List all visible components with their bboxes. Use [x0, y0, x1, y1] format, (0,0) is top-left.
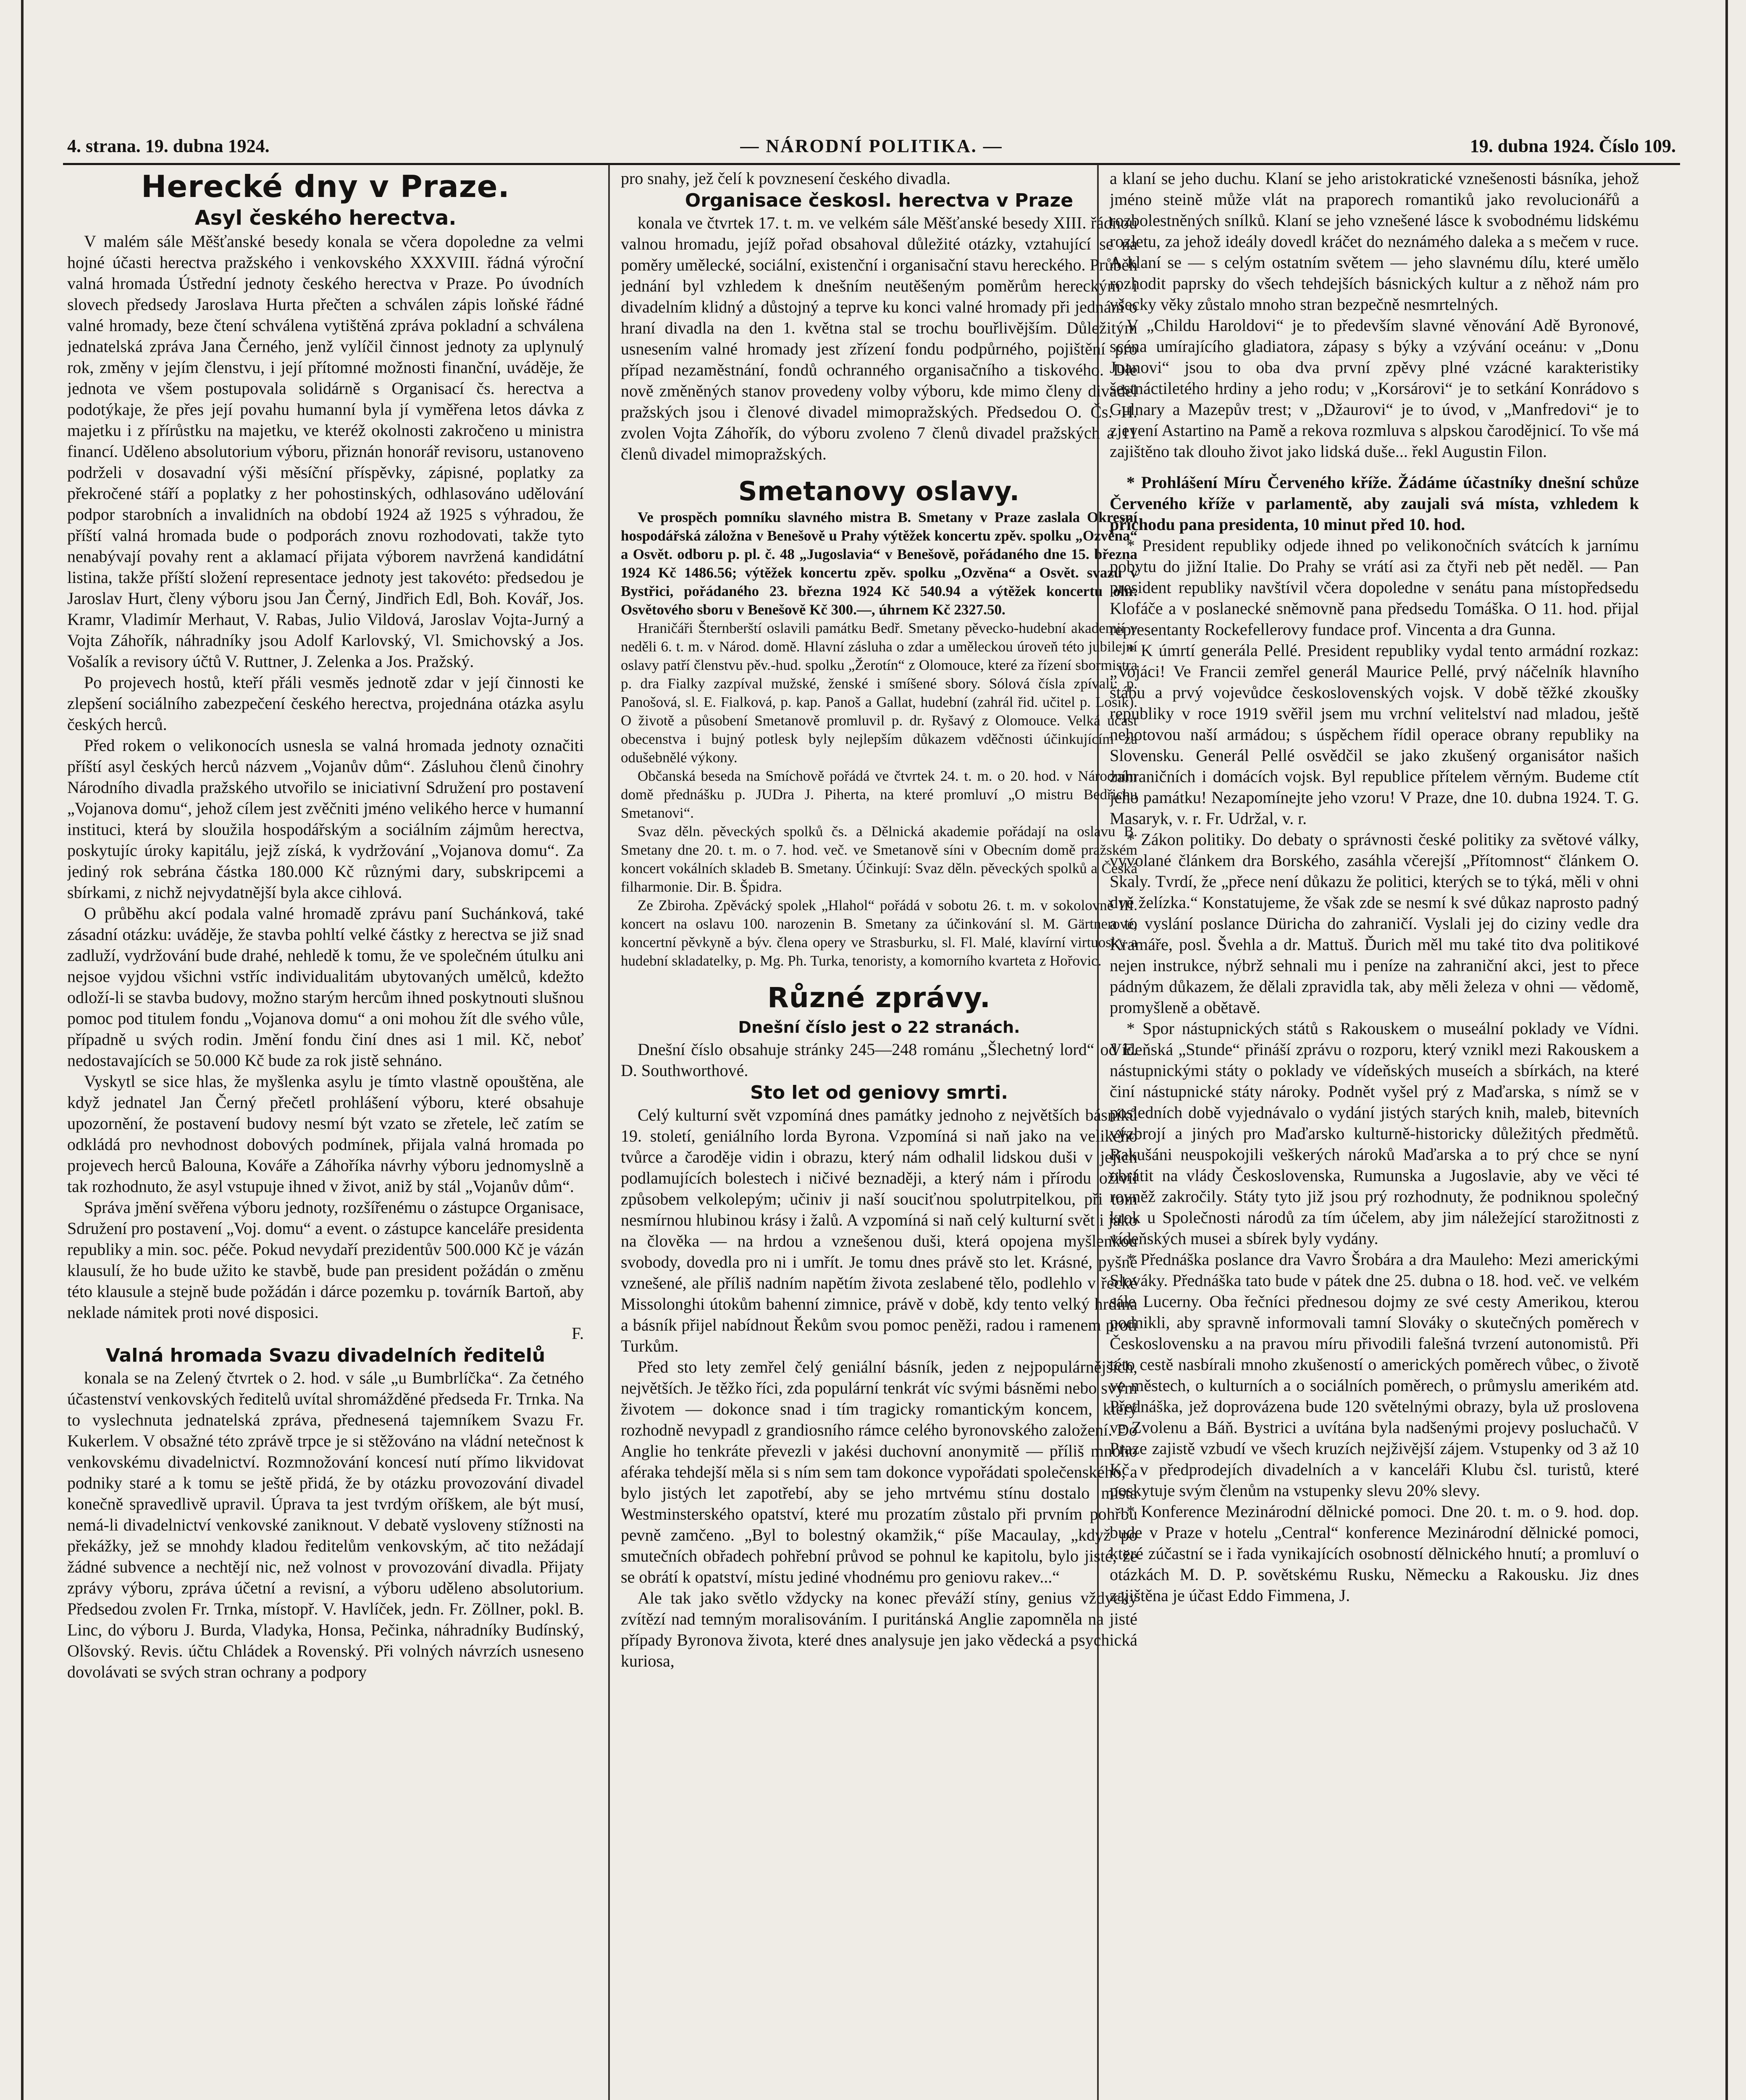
scan-border-left	[21, 0, 24, 2100]
news-item-president: * President republiky odjede ihned po velikonočních svátcích k jarnímu pobytu do jižní Italie. Do Prahy se vrátí asi za čtyři neb pět neděl. — Pan president republiky navštívil včera dopoledne v senátu pana místopředsedu Klofáče a v poslanecké sněmovně pana předsedu Tomáška. O 11. hod. přijal representanty Rockefellerovy fundace prof. Vincenta a dra Gunna.	[1110, 536, 1639, 639]
author-signature: F.	[571, 1324, 584, 1343]
section-heading-svaz-reditelu: Valná hromada Svazu divadelních ředitelů	[105, 1345, 546, 1366]
paragraph: Správa jmění svěřena výboru jednoty, rozšířenému o zástupce Organisace, Sdružení pro postavení „Voj. domu“ a event. o zástupce kanceláře presidenta republiky a min. soc. péče. Pokud nevydaří prezidentův 500.000 Kč je vázán klausulí, že ho bude užito ke stavbě, bude pan president požádán o změnu této klausule a stejně bude požádán i dárce pozemku p. továrník Bartoň, aby neklade námitek proti nové disposici.	[67, 1198, 584, 1322]
paragraph: konala ve čtvrtek 17. t. m. ve velkém sále Měšťanské besedy XIII. řádnou valnou hromadu, jejíž pořad obsahoval důležité otázky, vztahující se na poměry umělecké, sociální, existenční i organisační stavu hereckého. Průběh jednání byl vzhledem k dnešním neutěšeným poměrům hereckým i divadelním klidný a důstojný a teprve ku konci valné hromady při jednání o hraní divadla na den 1. května stal se trochu bouřlivějším. Důležitým usnesením valné hromady jest zřízení fondu podpůrného, pojištění pro případ nezaměstnání, fondů ochranného organisačního a tiskového. Dle nově změněných stanov provedeny volby výboru, kde mimo členy divadel pražských jsou i členové divadel mimopražských. Předsedou O. Čs. H. zvolen Vojta Záhořík, do výboru zvoleno 7 členů divadel pražských a 11 členů divadel mimopražských.	[621, 213, 1137, 463]
page-number-date: 4. strana. 19. dubna 1924.	[67, 136, 270, 156]
paragraph: V malém sále Měšťanské besedy konala se včera dopoledne za velmi hojné účasti herectva pražského i venkovského XXXVIII. řádná výroční valná hromada Ústřední jednoty českého herectva v Praze. Po úvodních slovech předsedy Jaroslava Hurta přečten a schválen zápis loňské řádné valné hromady, beze čtení schválena vytištěná zpráva pokladní a schválena jednatelská zpráva Jana Černého, jenž vylíčil činnost jednoty za uplynulý rok, změny v jejím členstvu, i její přítomné možnosti finanční, uváděje, že jednota ve všem postupovala solidárně s Organisací čs. herectva a podotýkaje, že přes její povahu humanní byla jí vyměřena letos dávka z majetku i z přírůstku na majetku, ve kteréž okolnosti zakročeno u ministra financí. Uděleno absolutorium výboru, přiznán honorář revisoru, ustanoveno podrželi v dosavadní výši měsíční příspěvky, zápisné, poplatky za překročené stáří a poplatky z her pohostinských, odhlasováno udělování podpor starobních a invalidních na období 1924 až 1925 s výhradou, že příští valná hromada bude o podporách znovu rozhodovati, takže tyto nenabývají povahy rent a aklamací přijata výborem navržená kandidátní listina, takže příští složení representace jednoty jest takovéto: předsedou je Jaroslav Hurt, členy výboru jsou Jan Černý, Jindřich Edl, Boh. Kovář, Jos. Kramr, Vladimír Merhaut, V. Rabas, Julio Vildová, Jaroslav Vojta-Jurný a Vojta Záhořík, náhradníky jsou Adolf Karlovský, Vl. Smichovský a Jos. Vošalík a revisory účtů V. Ruttner, J. Zelenka a Jos. Pražský.	[67, 232, 584, 671]
paragraph: konala se na Zelený čtvrtek o 2. hod. v sále „u Bumbrlíčka“. Za četného účastenství venkovských ředitelů uvítal shromážděné předseda Fr. Trnka. Na to vyslechnuta jednatelská zpráva, přednesená tajemníkem Svazu Fr. Kukerlem. V obsažné této zprávě trpce je si stěžováno na vládní netečnost k venkovskému divadelnictví. Rozmnožování koncesí nutí přímo likvidovat podniky staré a k tomu se ještě přidá, že by otázku provozování divadel konečně spravedlivě upravil. Úprava ta jest tvrdým oříškem, ale být musí, nemá-li divadelnictví venkovské zaniknout. V debatě vysloveny stížnosti na překážky, jež se mnohdy kladou ředitelům venkovským, ač tito nežádají žádné subvence a nechtějí nic, než volnost v provozování divadla. Přijaty zprávy výboru, zpráva účetní a revisní, a výboru uděleno absolutorium. Předsedou zvolen Fr. Trnka, místopř. V. Havlíček, jedn. Fr. Zöllner, pokl. B. Linc, do výboru J. Burda, Vladyka, Honsa, Pečinka, náhradníky Budínský, Olšovský. Revis. účtu Chládek a Rovenský. Při volných návrzích usneseno dovolávati se svých stran ochrany a podpory	[67, 1368, 584, 1681]
news-item: Ze Zbiroha. Zpěvácký spolek „Hlahol“ pořádá v sobotu 26. t. m. v sokolovně III. koncert na oslavu 100. narozenin B. Smetany za účinkování sl. M. Gärtnerové, koncertní pěvkyně a býv. člena opery ve Strasburku, sl. Fl. Malé, klavírní virtuosky a hudební skladatelky, p. Mg. Ph. Turka, tenoristy, a komorního kvarteta z Hořovic.	[621, 897, 1137, 969]
news-item-konference: * Konference Mezinárodní dělnické pomoci. Dne 20. t. m. o 9. hod. dop. bude v Praze v hotelu „Central“ konference Mezinárodní dělnické pomoci, které zúčastní se i řada vynikajících osobností dělnického hnutí; a promluví o otázkách M. D. P. sovětskému Rusku, Německu a Rakousku. Jiz dnes zajištěna je účast Eddo Fimmena, J.	[1110, 1502, 1639, 1605]
section-heading-smetanovy-oslavy: Smetanovy oslavy.	[738, 476, 1020, 507]
subheading-pocet-stran: Dnešní číslo jest o 22 stranách.	[738, 1018, 1020, 1037]
issue-number-date: 19. dubna 1924. Číslo 109.	[1470, 136, 1676, 156]
running-head	[67, 135, 1676, 165]
news-item: Svaz děln. pěveckých spolků čs. a Dělnická akademie pořádají na oslavu B. Smetany dne 20. t. m. o 7. hod. več. ve Smetanově síni v Obecním domě pražském koncert vokálních skladeb B. Smetany. Účinkují: Svaz děln. pěveckých spolků a Česká filharmonie. Dir. B. Špidra.	[621, 823, 1137, 895]
column-3	[1110, 168, 1639, 2100]
header-rule	[63, 163, 1680, 165]
news-item-prednaska: * Přednáška poslance dra Vavro Šrobára a dra Mauleho: Mezi americkými Slováky. Přednáška tato bude v pátek dne 25. dubna o 18. hod. več. ve velkém sále Lucerny. Oba řečníci přednesou dojmy ze své cesty Amerikou, kterou podnikli, aby spravně informovali tamní Slováky o skutečných poměrech v Československu a na pravou míru přivodili falešná tvrzení autonomistů. Při této cestě nasbírali mnoho zkušeností o amerických poměrech vůbec, o životě ve městech, o kulturních a o sociálních poměrech, o průmyslu amerikém atd. Přednáška, jež doprovázena bude 120 světelnými obrazy, byla už proslovena ve Zvolenu a Báň. Bystrici a uvítána byla nadšenými projevy posluchačů. V Praze zajistě vzbudí ve všech kruzích nejživější zájem. Vstupenky od 3 až 10 Kč v předprodejích divadelních a v kanceláři Klubu čsl. turistů, které poskytuje svým členům na vstupenky slevu 20% slevy.	[1110, 1250, 1639, 1500]
news-item: Hraničáři Šternberští oslavili památku Bedř. Smetany pěvecko-hudební akademií v neděli 6. t. m. v Národ. domě. Hlavní zásluha o zdar a uměleckou úroveň této jubilejní oslavy patří členstvu pěv.-hud. spolku „Žerotín“ z Olomouce, které za řízení sbormistra p. dra Fialky zazpíval mužské, ženské i smíšené sbory. Sólová čísla zpívali: p. Panošová, sl. E. Fialková, p. kap. Panoš a Gallat, hudební (zahrál řid. učitel p. Losík). O životě a působení Smetanově promluvil p. dr. Ryšavý z Olomouce. Velká účast obecenstva i bujný potlesk byly nejlepším důkazem vděčnosti účinkujícím za odušebnělé výkony.	[621, 620, 1137, 766]
paragraph: Ale tak jako světlo vždycky na konec převáží stíny, genius vždycky zvítězí nad temným moralisováním. I puritánská Anglie zapomněla na jisté případy Byronova života, které dnes analysuje jen jako vědecká a psychická kuriosa,	[621, 1588, 1137, 1670]
column-1	[67, 168, 584, 2100]
news-item-zakon-politiky: * Zákon politiky. Do debaty o správnosti české politiky za světové války, vyvolané článkem dra Borského, zasáhla včerejší „Přítomnost“ článkem O. Skaly. Tvrdí, že „přece není důkazu že politici, kterých se to týká, měli v ohni dvě želízka.“ Konstatujeme, že však zde se nesmí k své důkaz naprosto padný a to vyslání poslance Düricha do zahraničí. Vyslali jej do ciziny vedle dra Kramáře, posl. Švehla a dr. Mattuš. Ďurich měl mu také tito dva politikové nejen instrukce, nýbrž sehnali mu i peníze na zahraniční akci, jest to přece pádným důkazem, že dělali zpravidla tak, aby měli železa v ohni — vědomě, promyšleně a obětavě.	[1110, 830, 1639, 1017]
paragraph: Před sto lety zemřel čelý geniální básník, jeden z nejpopulárnějších, největších. Je těžko říci, zda populární tenkrát víc svými básněmi nebo svým životem — dokonce snad i tím tragicky romantickým koncem, který rozhodně nevypadl z grandiosního rámce celého byronovského založení. Do Anglie ho tenkráte převezli v jakési duchovní anonymitě — příliš mnoho aféraka tehdejší měla si s ním sem tam dokonce vypořádati společenského, a bylo jistých let zapotřebí, aby se jeho mrtvému stínu dostalo místa Westminsterského opatství, které mu prozatím zůstalo při prvním pohřbu pevně zamčeno. „Byl to bolestný okamžik,“ píše Macaulay, „když po smutečních obřadech pohřební průvod se pohnul ke kapitolu, bylo jisté, že se obrátí k opatství, místu jediné vhodnému pro geniovu rakev...“	[621, 1357, 1137, 1586]
news-item: Občanská beseda na Smíchově pořádá ve čtvrtek 24. t. m. o 20. hod. v Národním domě přednášku p. JUDra J. Piherta, na které promluví „O mistru Bedřichu Smetanovi“.	[621, 768, 1137, 821]
column-2	[621, 168, 1137, 2100]
article-title-herecke-dny: Herecké dny v Praze.	[141, 169, 510, 204]
paragraph: a klaní se jeho duchu. Klaní se jeho aristokratické vznešenosti básníka, jehož jméno steině může vlát na praporech romantiků jako revolucionářů a rozbolestněných snílků. Klaní se jeho vznešené lásce k svobodnému lidskému rozletu, za jehož ideály dovedl kráčet do neznámého daleka a s mečem v ruce. A klaní se — s celým ostatním světem — jeho slavnému dílu, které umělo rozhodit paprsky do všech tehdejších básnických kultur a z něhož nám pro všecky věky zůstalo mnoho stran bezpečně nesmrtelných.	[1110, 169, 1639, 314]
news-item-cerveny-kriz: * Prohlášení Míru Červeného kříže. Žádáme účastníky dnešní schůze Červeného kříže v parlamentě, aby zaujali svá místa, vzhledem k příchodu pana presidenta, 10 minut před 10. hod.	[1110, 473, 1639, 534]
paragraph: V „Childu Haroldovi“ je to především slavné věnování Adě Byronové, scéna umírajícího gladiatora, zápasy s býky a vzývání oceánu: v „Donu Juanovi“ jsou to oba dva první zpěvy plné vzácné karakteristiky šestnáctiletého hrdiny a jeho rodu; v „Korsárovi“ je to setkání Konrádovo s Gulnary a Mazepův trest; v „Džaurovi“ je to úvod, v „Manfredovi“ je to zjevení Astartino na Pamě a rekova rozmluva s alpskou čarodějnicí. To vše má zajištěno tak dlouho život jako lidská duše... řekl Augustin Filon.	[1110, 316, 1639, 461]
article-subtitle-asyl: Asyl českého herectva.	[194, 206, 457, 230]
masthead-title: — NÁRODNÍ POLITIKA. —	[740, 136, 1003, 156]
paragraph: pro snahy, jež čelí k povznesení českého divadla.	[621, 169, 950, 188]
paragraph: Celý kulturní svět vzpomíná dnes památky jednoho z největších básníků 19. století, geniálního lorda Byrona. Vzpomíná si naň jako na velikého tvůrce a čaroděje vidin i obrazu, který nám odhalil lidskou duši v jejích podlamujících bolestech i ničivé beznaději, a který nám i přírodu oživil způsobem velkolepým; učiniv ji naší souciťnou spolutrpitelkou, při tom nesmírnou hlubinou krásy i žalů. A vzpomíná si naň celý kulturní svět i jako na člověka — na hrdou a vznešenou duši, která opojena myšlenkou svobody, dovedla pro ni i umřít. Je tomu dnes právě sto let. Krásné, pyšné vznešené, ale příliš nadním napětím života zeslabené tělo, podlehlo v řecké Missolonghi útokům bahenní zimnice, právě v době, kdy tento velký hrdina a básník přijel nabídnout Řekům svou pomoc peněži, radou i ramenem proti Turkům.	[621, 1105, 1137, 1355]
section-heading-organisace: Organisace českosl. herectva v Praze	[685, 190, 1074, 211]
news-item-spor-statu: * Spor nástupnických států s Rakouskem o museální poklady ve Vídni. Vídeňská „Stunde“ přináší zprávu o rozporu, který vznikl mezi Rakouskem a nástupnickými státy o poklady ve vídeňských museích a sbírkách, na které činí nástupnické státy nároky. Podnět vyšel prý z Maďarska, s nímž se v posledních době vyjednávalo o vydání jistých starých knih, maleb, bitevních výzbrojí a jiných pro Maďarsko kulturně-historicky důležitých předmětů. Rakušáni neuspokojili veškerých nároků Maďarska a to prý chce se nyní obrátit na vlády Československa, Rumunska a Jugoslavie, aby ve věci té rovněž zakročily. Státy tyto již jsou prý rozhodnuty, že podniknou společný krok u Společnosti národů za tím účelem, aby jim náležející starožitnosti z vídeňských musei a sbírek byly vydány.	[1110, 1019, 1639, 1248]
paragraph: Po projevech hostů, kteří přáli vesměs jednotě zdar v její činnosti ke zlepšení sociálního zabezpečení českého herectva, projednána otázka asylu českých herců.	[67, 673, 584, 734]
paragraph: Vyskytl se sice hlas, že myšlenka asylu je tímto vlastně opouštěna, ale když jednatel Jan Černý přečetl prohlášení výboru, které obsahuje upozornění, že postavení budovy nesmí být vzato se zřetele, leč zatím se odkládá pro nevhodnost dobových podmínek, přijala valná hromada po projevech herců Balouna, Kováře a Záhoříka návrhy výboru jednomyslně a tak rozhodnuto, že asyl vstupuje ihned v život, aniž by stál „Vojanův dům“.	[67, 1072, 584, 1196]
paragraph: Dnešní číslo obsahuje stránky 245—248 románu „Šlechetný lord“ od E. D. Southworthové.	[621, 1040, 1137, 1080]
paragraph: O průběhu akcí podala valné hromadě zprávu paní Suchánková, také zásadní otázku: uváděje, že stavba pohltí velké částky z herectva se již snad zadluží, vydržování bude drahé, nehledě k tomu, že ve společném útulku ani nejsoe vyjdou všichni vstříc individualitám ubytovaných umělců, kdežto odloží-li se stavba budovy, možno starým hercům ihned poskytnouti slušnou pomoc pod titulem fondu „Vojanova domu“ a oni mohou žít dle svého vůle, případně u svých rodin. Jmění fondu činí dnes asi 1 mil. Kč, neboť nedostavajících se 50.000 Kč bude za rok jistě sehnáno.	[67, 904, 584, 1070]
section-heading-ruzne-zpravy: Různé zprávy.	[767, 982, 991, 1014]
section-heading-sto-let: Sto let od geniovy smrti.	[750, 1082, 1008, 1103]
news-item: Ve prospěch pomníku slavného mistra B. Smetany v Praze zaslala Okresní hospodářská záložna v Benešově u Prahy výtěžek koncertu zpěv. spolku „Ozvěna“ a Osvět. odboru p. pl. č. 48 „Jugoslavia“ v Benešově, pořádaného dne 15. března 1924 Kč 1486.56; výtěžek koncertu zpěv. spolku „Ozvěna“ a Osvět. svazu v Bystřici, pořádaného 23. března 1924 Kč 540.94 a výtěžek koncertu ohr. Osvětového sboru v Benešově Kč 300.—, úhrnem Kč 2327.50.	[621, 509, 1137, 618]
column-rule-1	[608, 165, 610, 2100]
paragraph: Před rokem o velikonocích usnesla se valná hromada jednoty označiti příští asyl českých herců názvem „Vojanův dům“. Zásluhou členů činohry Národního divadla pražského utvořilo se iniciativní Sdružení pro postavení „Vojanova domu“, jehož cílem jest zvěčniti jméno velikého herce v humanní instituci, která by sloužila hospodářským a sociálním zájmům herectva, poskytujíc úroky kapitálu, jejž získá, k vydržování „Vojanova domu“. Za jediný rok sebrána částka 180.000 Kč různými dary, subskripcemi a sbírkami, z nichž nejvydatnější byla akce cihlová.	[67, 736, 584, 902]
scan-border-right	[1725, 0, 1728, 2100]
news-item-general-pelle: * K úmrtí generála Pellé. President republiky vydal tento armádní rozkaz: „Vojáci! Ve Francii zemřel generál Maurice Pellé, prvý náčelník hlavního štábu a prvý vojevůdce československých vojsk. V době těžké zkoušky republiky v roce 1919 svěřil jsem mu vrchní velitelství nad mladou, ještě nehotovou naší armádou; s úspěchem řídil operace obrany republiky na Slovensku. Generál Pellé osvědčil se jako zkušený organisátor našich zahraničních i domácích vojsk. Byl republice přítelem věrným. Budeme ctít jeho památku! Nezapomínejte jeho vzoru! V Praze, dne 10. dubna 1924. T. G. Masaryk, v. r. Fr. Udržal, v. r.	[1110, 641, 1639, 828]
